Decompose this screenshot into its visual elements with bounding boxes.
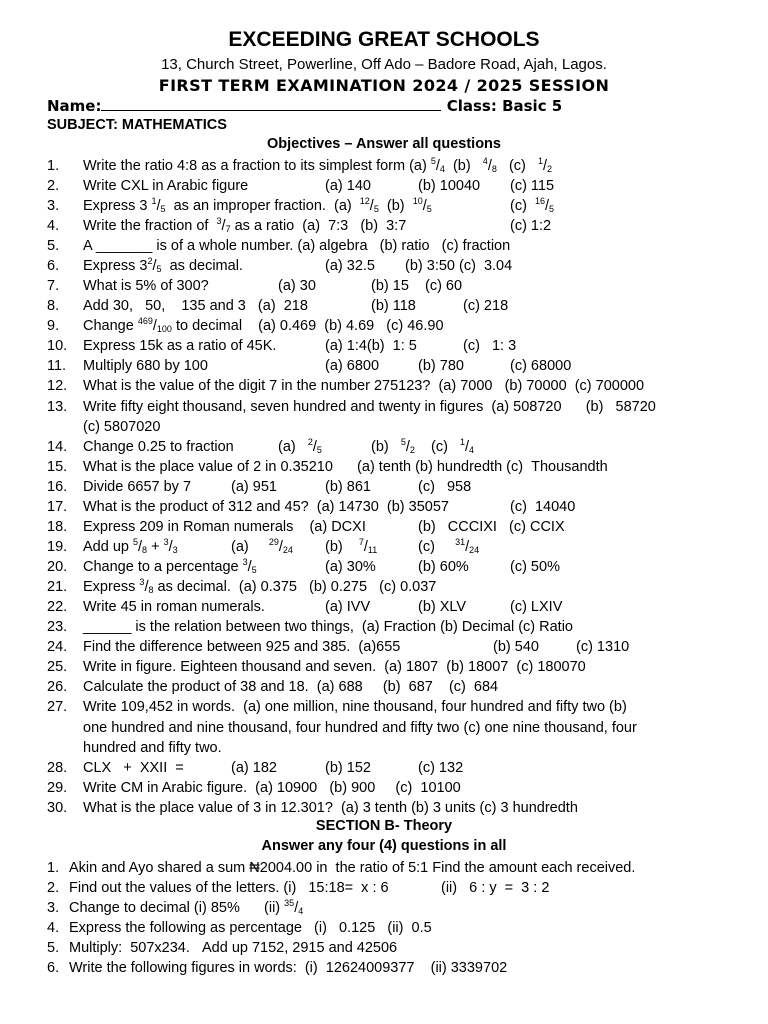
question-number: 30. [47, 800, 68, 816]
question-text: Multiply 680 by 100 (a) 6800 (b) 780 (c) 68000 [83, 358, 572, 374]
question-text: Akin and Ayo shared a sum ₦2004.00 in the ratio of 5:1 Find the amount each received. [69, 860, 636, 876]
question-number: 4. [47, 920, 60, 936]
question-number: 8. [47, 298, 60, 314]
question-text: Write 45 in roman numerals. (a) IVV (b) XLV (c) LXIV [83, 599, 563, 615]
school-name: EXCEEDING GREAT SCHOOLS [228, 28, 540, 51]
objectives-heading: Objectives – Answer all questions [267, 136, 501, 152]
section-b-title: SECTION B- Theory [315, 818, 453, 834]
question-text: Add up $^5/_8 + ^3/_3$ (a) $^{29}/_{24}$ (b) $^7/_{11}$ (c) $^{31}/_{24}$ [83, 537, 480, 555]
question-text: What is 5% of 300? (a) 30 (b) 15 (c) 60 [83, 278, 463, 294]
question-number: 14. [47, 439, 68, 455]
question-number: 10. [47, 338, 68, 354]
question-number: 2. [47, 178, 60, 194]
q27-continuation-1: one hundred and nine thousand, four hundred and fifty two (c) one nine thousand, four [83, 720, 637, 736]
question-text: Express the following as percentage (i) 0.125 (ii) 0.5 [69, 920, 432, 936]
question-text: CLX + XXII = (a) 182 (b) 152 (c) 132 [83, 760, 464, 776]
question-number: 15. [47, 459, 68, 475]
question-text: Find out the values of the letters. (i) 15:18= x : 6 (ii) 6 : y = 3 : 2 [69, 880, 550, 896]
question-text: Write fifty eight thousand, seven hundred and twenty in figures (a) 508720 (b) 58720 [83, 399, 656, 415]
subject-label: SUBJECT: MATHEMATICS [47, 117, 227, 133]
question-text: What is the value of the digit 7 in the number 275123? (a) 7000 (b) 70000 (c) 700000 [83, 378, 645, 394]
question-number: 3. [47, 900, 60, 916]
question-text: Express $^3/_8$ as decimal. (a) 0.375 (b) 0.275 (c) 0.037 [83, 577, 437, 595]
question-number: 7. [47, 278, 60, 294]
question-text: Divide 6657 by 7 (a) 951 (b) 861 (c) 958 [83, 479, 472, 495]
question-number: 1. [47, 158, 60, 174]
question-text: Multiply: 507x234. Add up 7152, 2915 and 42506 [69, 940, 398, 956]
question-number: 18. [47, 519, 68, 535]
exam-title: FIRST TERM EXAMINATION 2024 / 2025 SESSION [158, 76, 610, 95]
section-b-instruction: Answer any four (4) questions in all [261, 838, 507, 854]
question-text: Write in figure. Eighteen thousand and seven. (a) 1807 (b) 18007 (c) 180070 [83, 659, 586, 675]
question-text: Write CM in Arabic figure. (a) 10900 (b) 900 (c) 10100 [83, 780, 461, 796]
question-number: 2. [47, 880, 60, 896]
question-text: Change $^{469}/_{100}$ to decimal (a) 0.469 (b) 4.69 (c) 46.90 [83, 316, 444, 334]
question-text: Express 209 in Roman numerals (a) DCXI (b) CCCIXI (c) CCIX [83, 519, 565, 535]
name-class-line [47, 97, 562, 115]
question-text: Change 0.25 to fraction (a) $^2/_5$ (b) $^5/_2$ (c) $^1/_4$ [83, 437, 475, 455]
question-number: 17. [47, 499, 68, 515]
question-number: 13. [47, 399, 68, 415]
q13-continuation: (c) 5807020 [83, 419, 161, 435]
question-number: 16. [47, 479, 68, 495]
question-text: Find the difference between 925 and 385. (a)655 (b) 540 (c) 1310 [83, 639, 630, 655]
question-text: Write the fraction of $^3/_7$ as a ratio (a) 7:3 (b) 3:7 (c) 1:2 [83, 216, 552, 234]
question-number: 3. [47, 198, 60, 214]
question-number: 27. [47, 699, 68, 715]
question-text: Express 3 $^1/_5$ as an improper fraction. (a) $^{12}/_5$ (b) $^{10}/_5$ (c) $^{16}/_5$ [83, 196, 555, 214]
question-text: Write CXL in Arabic figure (a) 140 (b) 10040 (c) 115 [83, 178, 555, 194]
question-number: 4. [47, 218, 60, 234]
question-number: 21. [47, 579, 68, 595]
class-label: Class: Basic 5 [446, 97, 563, 115]
question-text: What is the product of 312 and 45? (a) 14730 (b) 35057 (c) 14040 [83, 499, 576, 515]
question-text: Change to a percentage $^3/_5$ (a) 30% (b) 60% (c) 50% [83, 557, 560, 575]
question-number: 25. [47, 659, 68, 675]
question-text: Add 30, 50, 135 and 3 (a) 218 (b) 118 (c) 218 [83, 298, 509, 314]
question-number: 5. [47, 940, 60, 956]
question-number: 28. [47, 760, 68, 776]
question-text: Write 109,452 in words. (a) one million, nine thousand, four hundred and fifty two (b) [83, 699, 627, 715]
name-blank [101, 98, 441, 111]
question-number: 6. [47, 960, 60, 976]
question-number: 19. [47, 539, 68, 555]
question-text: Write the following figures in words: (i) 12624009377 (ii) 3339702 [69, 960, 508, 976]
question-number: 9. [47, 318, 60, 334]
question-number: 1. [47, 860, 60, 876]
question-number: 12. [47, 378, 68, 394]
question-number: 29. [47, 780, 68, 796]
question-number: 5. [47, 238, 60, 254]
question-text: Express $3^2/_5$ as decimal. (a) 32.5 (b) 3:50 (c) 3.04 [83, 256, 513, 274]
name-label: Name: [47, 97, 102, 115]
question-number: 6. [47, 258, 60, 274]
question-text: What is the place value of 3 in 12.301? (a) 3 tenth (b) 3 units (c) 3 hundredth [83, 800, 578, 816]
question-text: Express 15k as a ratio of 45K. (a) 1:4(b) 1: 5 (c) 1: 3 [83, 338, 517, 354]
question-number: 22. [47, 599, 68, 615]
question-number: 24. [47, 639, 68, 655]
question-number: 26. [47, 679, 68, 695]
question-text: Change to decimal (i) 85% (ii) $^{35}/_4$ [69, 898, 304, 916]
question-text: Write the ratio 4:8 as a fraction to its simplest form (a) $^5/_4$ (b) $^4/_8$ (c) $^1/_2$ [83, 156, 553, 174]
q27-continuation-2: hundred and fifty two. [83, 740, 222, 756]
question-text: ______ is the relation between two things, (a) Fraction (b) Decimal (c) Ratio [83, 619, 573, 635]
school-address: 13, Church Street, Powerline, Off Ado – Badore Road, Ajah, Lagos. [161, 56, 607, 73]
question-text: Calculate the product of 38 and 18. (a) 688 (b) 687 (c) 684 [83, 679, 499, 695]
question-text: What is the place value of 2 in 0.35210 (a) tenth (b) hundredth (c) Thousandth [83, 459, 608, 475]
question-number: 11. [47, 358, 67, 374]
question-number: 20. [47, 559, 68, 575]
question-text: A _______ is of a whole number. (a) algebra (b) ratio (c) fraction [83, 238, 511, 254]
question-number: 23. [47, 619, 68, 635]
